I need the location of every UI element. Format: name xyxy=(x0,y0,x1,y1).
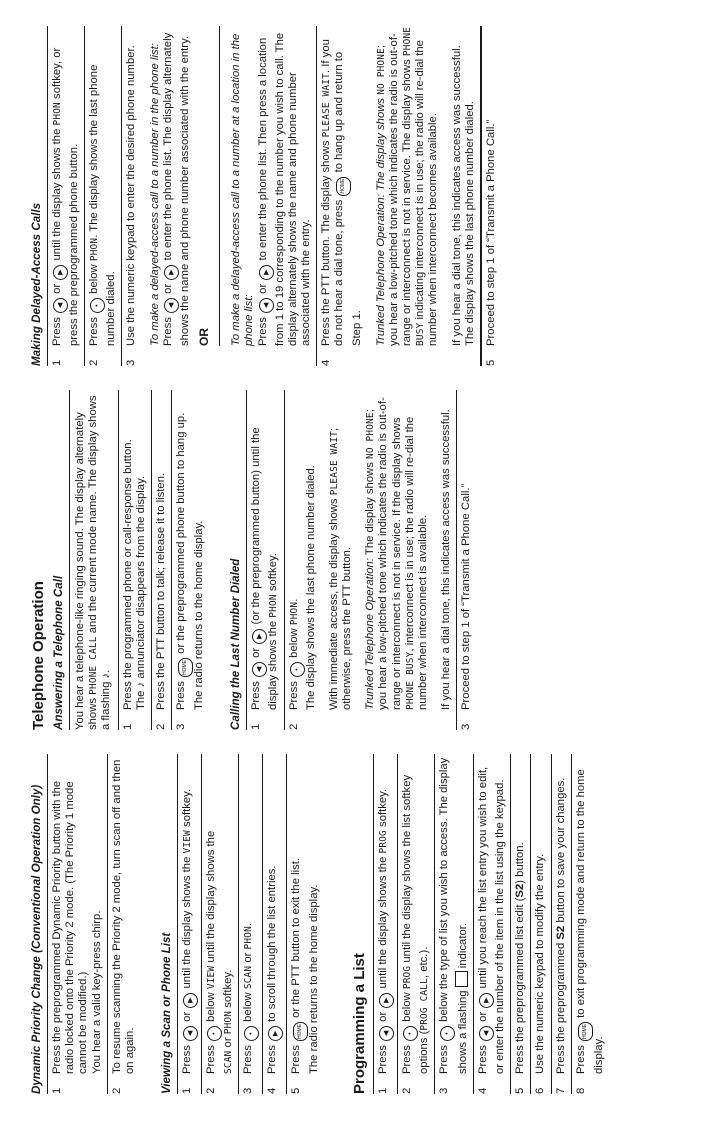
display-key: PHON xyxy=(89,237,101,262)
para-text: You hear a telephone-like ringing sound. The display alternately shows xyxy=(74,412,100,730)
step-number: 5 xyxy=(290,1087,303,1094)
display-key: VIEW xyxy=(182,830,194,854)
step-result: The xyxy=(134,690,147,710)
step-text: Press the preprogrammed xyxy=(554,942,567,1074)
right-arrow-button-icon: ▶ xyxy=(259,265,274,280)
display-key: PROG CALL xyxy=(418,978,430,1031)
step-number: 2 xyxy=(88,359,101,366)
step-text: or the PTT button to exit the list. xyxy=(290,857,303,1018)
step-text: softkey. xyxy=(222,969,235,1008)
step-text: Press xyxy=(290,1045,303,1074)
display-key: PHONE BUSY xyxy=(404,651,416,710)
display-key: NO PHONE xyxy=(375,48,387,95)
display-key: PHON xyxy=(288,601,300,626)
ans-step-1 xyxy=(118,390,152,730)
telephone-operation-title: Telephone Operation xyxy=(30,581,47,730)
home-button-icon: HOME xyxy=(578,1022,593,1041)
step-text: until you reach the list entry you wish to edit, or enter the number of the item in the list using the keypad. xyxy=(477,766,507,1074)
step-result: annunciator disappears from the display. xyxy=(134,475,147,679)
trunked-operation-note xyxy=(375,26,441,346)
step-result: The radio returns to the home display. xyxy=(308,884,321,1074)
location-instructions xyxy=(257,26,314,346)
softkey-button-icon: • xyxy=(440,1026,455,1041)
para-text: and the current mode name. The display shows a flashing xyxy=(87,395,113,730)
step-text: . The display shows the last phone number dialed. xyxy=(88,64,118,346)
delay-step-2 xyxy=(85,26,122,366)
answering-intro xyxy=(70,390,118,730)
step-text: (or the preprogrammed button) until the display shows the xyxy=(250,427,280,710)
step-text: Press xyxy=(205,1045,218,1074)
display-key: SCAN xyxy=(223,1050,235,1074)
step-text: Press the programmed phone or call-response button. xyxy=(121,439,134,710)
step-number: 8 xyxy=(574,1087,587,1094)
step-text: below xyxy=(205,992,218,1022)
step-text: Press xyxy=(256,317,269,346)
viewing-list-heading: Viewing a Scan or Phone List xyxy=(160,754,178,1094)
step-text: to scroll through the list entries. xyxy=(266,865,279,1022)
display-key: PLEASE WAIT xyxy=(328,430,340,496)
step-text: Press the preprogrammed list edit ( xyxy=(514,897,527,1074)
step-number: 3 xyxy=(175,723,188,730)
step-text: Press xyxy=(574,1045,587,1074)
delayed-access-heading: Making Delayed-Access Calls xyxy=(30,26,48,366)
programming-list-heading: Programming a List xyxy=(350,953,368,1094)
step-text: below xyxy=(242,992,255,1022)
left-arrow-button-icon: ◀ xyxy=(183,1026,198,1041)
step-number: 1 xyxy=(51,1087,63,1094)
softkey-button-icon: • xyxy=(207,1026,222,1041)
step-text: below xyxy=(400,992,413,1022)
prog-step-8 xyxy=(572,754,609,1094)
step-number: 1 xyxy=(250,723,263,730)
left-arrow-button-icon: ◀ xyxy=(479,1026,494,1041)
step-number: 4 xyxy=(477,1087,490,1094)
softkey-button-icon: • xyxy=(403,1026,418,1041)
step-text: Press xyxy=(242,1045,255,1074)
prog-step-2 xyxy=(398,754,435,1094)
step-number: 5 xyxy=(485,359,498,366)
prog-step-3 xyxy=(435,754,474,1094)
dial-tone-note: If you hear a dial tone, this indicates access was successful. xyxy=(440,409,453,710)
note-text: ; otherwise, press the PTT button. xyxy=(327,427,354,710)
step-text: Use the numeric keypad to modify the entry. xyxy=(534,853,547,1074)
right-arrow-button-icon: ▶ xyxy=(252,629,267,644)
softkey-button-icon: • xyxy=(290,662,305,677)
step-number: 6 xyxy=(534,1087,547,1094)
step-text: Press xyxy=(437,1045,450,1074)
phone-list-instructions xyxy=(162,26,192,346)
last-step-2 xyxy=(285,390,458,730)
display-key: PHON xyxy=(223,1010,235,1035)
location-subhead: To make a delayed-access call to a number at a location in the phone list: xyxy=(230,33,256,346)
scan-step-2 xyxy=(202,754,239,1094)
step-text: or xyxy=(51,283,63,294)
trunked-operation-note xyxy=(364,390,430,710)
right-arrow-button-icon: ▶ xyxy=(379,993,394,1008)
prog-step-5 xyxy=(511,754,531,1094)
home-button-icon: HOME xyxy=(178,658,193,677)
step-text: until the display shows the list softkey options ( xyxy=(400,774,430,1074)
step-number: 3 xyxy=(460,723,473,730)
immediate-access-note xyxy=(328,390,354,710)
display-key: PHON xyxy=(243,926,255,950)
right-arrow-button-icon: ▶ xyxy=(479,993,494,1008)
step-text: until the display shows the xyxy=(51,128,63,261)
step-text: indicator. xyxy=(456,922,469,969)
step-text: Press xyxy=(175,681,188,710)
display-key: NO PHONE xyxy=(365,412,377,459)
button-name: S2 xyxy=(554,925,567,940)
column-middle xyxy=(30,390,477,730)
step-text: Press xyxy=(477,1045,490,1074)
scan-step-1 xyxy=(178,754,202,1094)
step-text: below xyxy=(287,628,300,658)
note-text: The display shows xyxy=(364,462,377,556)
delay-step-3 xyxy=(122,26,316,366)
step-text: Press xyxy=(266,1045,279,1074)
note-text: indicating interconnect is in use; the radio will re-dial the number when interconnect becomes available. xyxy=(414,40,440,346)
step-text: Proceed to step 1 of “Transmit a Phone Call.” xyxy=(485,119,498,346)
step-number: 2 xyxy=(155,723,168,730)
step-text: until the display shows the xyxy=(205,830,218,963)
step-text: Press xyxy=(250,681,263,710)
dynamic-priority-heading: Dynamic Priority Change (Conventional Operation Only) xyxy=(30,754,48,1094)
step-text: below the type of list you wish to access. The display shows a flashing xyxy=(437,757,469,1074)
step-text: to enter the phone list. The display alternately shows the name and phone number associated with the entry. xyxy=(161,32,191,346)
step-number: 1 xyxy=(51,359,63,366)
display-key: PHON xyxy=(52,102,63,126)
step-number: 2 xyxy=(205,1087,218,1094)
step-number: 2 xyxy=(400,1087,413,1094)
note-label: Trunked Telephone Operation: xyxy=(364,558,377,710)
dial-tone-note: If you hear a dial tone, this indicates access was successful. The display shows the last phone number dialed. xyxy=(450,45,476,346)
step-text: softkey. xyxy=(181,788,194,827)
step-text: or the preprogrammed phone button to hang up. xyxy=(175,412,188,654)
last-step-1 xyxy=(247,390,284,730)
scan-step-3 xyxy=(239,754,263,1094)
display-key: PHON xyxy=(268,594,280,618)
step-text: Press the preprogrammed Dynamic Priority button with the radio locked onto the Priority 2 mode. (The Priority 1 mode cannot be modified.) xyxy=(51,780,90,1074)
answering-call-heading: Answering a Telephone Call xyxy=(52,390,70,730)
note-label: Trunked Telephone Operation: The display shows xyxy=(374,97,387,346)
last-number-heading: Calling the Last Number Dialed xyxy=(229,390,247,730)
delay-step-5 xyxy=(481,26,501,366)
step-text: Press the PTT button to talk; release it to listen. xyxy=(155,472,168,710)
note-text: ; you hear a low-pitched tone which indicates the radio is out-of-range or interconnect is not in service. If the display shows xyxy=(364,397,403,710)
step-text: button to save your changes. xyxy=(554,777,567,923)
phone-list-subhead: To make a delayed-access call to a number in the phone list: xyxy=(148,43,161,346)
step-number: 2 xyxy=(110,1087,123,1094)
prog-step-1 xyxy=(373,754,398,1094)
column-right xyxy=(30,26,501,366)
step-text: or xyxy=(181,1011,194,1022)
step-result: The radio returns to the home display. xyxy=(193,520,206,710)
step-number: 1 xyxy=(181,1087,194,1094)
step-number: 1 xyxy=(121,723,134,730)
step-text: to enter the phone list. Then press a location from 1 to 19 corresponding to the number you wish to call. The display alternately shows the name and phone number associated with the entry. xyxy=(256,32,313,346)
right-arrow-button-icon: ▶ xyxy=(53,265,68,280)
ans-step-2 xyxy=(152,390,172,730)
softkey-button-icon: • xyxy=(90,298,105,313)
step-text: Press the PTT button. The display shows xyxy=(320,140,333,346)
step-text: until the display shows the xyxy=(376,856,389,989)
column-left xyxy=(30,754,609,1094)
step-number: 3 xyxy=(242,1087,255,1094)
phone-annunciator-icon: ♪ xyxy=(134,681,147,688)
ans-step-3 xyxy=(172,390,209,730)
step-number: 4 xyxy=(320,359,333,366)
prog-step-4 xyxy=(474,754,511,1094)
note-text: ; you hear a low-pitched tone which indicates the radio is out-of-range or interconnect is not in service. The display shows xyxy=(374,33,414,346)
step-text: or xyxy=(376,1011,389,1022)
home-button-icon: HOME xyxy=(336,177,351,196)
step-number: 1 xyxy=(376,1087,389,1094)
button-name: S2 xyxy=(514,883,527,898)
step-text: Press xyxy=(376,1045,389,1074)
step-text: Proceed to step 1 of “Transmit a Phone Call.” xyxy=(460,483,473,710)
dyn-step-2 xyxy=(108,754,140,1094)
scan-step-5 xyxy=(287,754,324,1094)
right-arrow-button-icon: ▶ xyxy=(183,993,198,1008)
step-text: Press xyxy=(51,317,63,346)
left-arrow-button-icon: ◀ xyxy=(379,1026,394,1041)
step-text: Press xyxy=(287,681,300,710)
home-button-icon: HOME xyxy=(293,1022,308,1041)
display-key: SCAN xyxy=(243,965,255,990)
step-number: 7 xyxy=(554,1087,567,1094)
step-result: The display shows the last phone number dialed. xyxy=(304,465,317,710)
note-text: With immediate access, the display shows xyxy=(327,498,340,710)
delay-step-1 xyxy=(48,26,85,366)
delay-step-4 xyxy=(316,26,481,366)
last-step-3 xyxy=(457,390,476,730)
left-arrow-button-icon: ◀ xyxy=(252,662,267,677)
step-text: or xyxy=(477,1011,490,1022)
display-key: PHONE CALL xyxy=(88,636,100,695)
prog-step-7 xyxy=(552,754,572,1094)
phone-annunciator-icon: ♪ xyxy=(100,672,113,679)
step-text: softkey. xyxy=(376,788,389,827)
step-number: 3 xyxy=(125,359,138,366)
step-text: or xyxy=(222,1037,235,1048)
step-text: or xyxy=(256,283,269,294)
step-text: or xyxy=(161,283,174,294)
step-text: softkey. xyxy=(267,553,280,592)
step-result: You hear a valid key-press chirp. xyxy=(90,910,103,1074)
left-arrow-button-icon: ◀ xyxy=(53,298,68,313)
scan-step-4 xyxy=(263,754,287,1094)
step-text: to exit programming mode and return to the home display. xyxy=(574,769,605,1074)
step-text: or xyxy=(250,647,263,658)
softkey-button-icon: • xyxy=(244,1026,259,1041)
step-text: Use the numeric keypad to enter the desired phone number. xyxy=(125,45,138,346)
step-text: Press xyxy=(88,317,101,346)
step-text: Press xyxy=(161,317,174,346)
step-text: . xyxy=(242,922,255,927)
step-text: Press xyxy=(400,1045,413,1074)
step-number: 5 xyxy=(514,1087,527,1094)
left-arrow-button-icon: ◀ xyxy=(164,298,179,313)
step-text: to hang up and return to Step 1. xyxy=(333,51,364,346)
display-key: VIEW xyxy=(206,965,218,990)
step-text: , etc.). xyxy=(417,946,430,979)
step-text: Press xyxy=(181,1045,194,1074)
step-number: 3 xyxy=(437,1087,450,1094)
left-arrow-button-icon: ◀ xyxy=(259,298,274,313)
display-key: PHONE BUSY xyxy=(402,26,427,346)
step-text: below xyxy=(88,264,101,294)
note-text: , interconnect is in use; the radio will re-dial the number when interconnect is available. xyxy=(403,416,430,710)
display-key: PROG xyxy=(377,830,389,854)
list-indicator-icon xyxy=(455,971,468,987)
right-arrow-button-icon: ▶ xyxy=(268,1026,283,1041)
step-text: ) button. xyxy=(514,842,527,884)
step-text: softkey, or press the preprogrammed phone button. xyxy=(51,47,80,346)
step-number: 4 xyxy=(266,1087,279,1094)
prog-step-6 xyxy=(531,754,551,1094)
step-text: or xyxy=(242,952,255,963)
display-key: PLEASE WAIT xyxy=(321,73,333,138)
dyn-step-1 xyxy=(48,754,108,1094)
display-key: PROG xyxy=(401,965,413,990)
step-text: until the display shows the xyxy=(181,856,194,989)
step-text: To resume scanning the Priority 2 mode, turn scan off and then on again. xyxy=(110,759,137,1074)
or-divider: OR xyxy=(192,26,220,346)
step-text: . If you do not hear a dial tone, press xyxy=(320,39,346,346)
para-text: . xyxy=(100,669,113,673)
step-text: . xyxy=(287,598,300,602)
right-arrow-button-icon: ▶ xyxy=(164,265,179,280)
step-number: 2 xyxy=(287,723,300,730)
